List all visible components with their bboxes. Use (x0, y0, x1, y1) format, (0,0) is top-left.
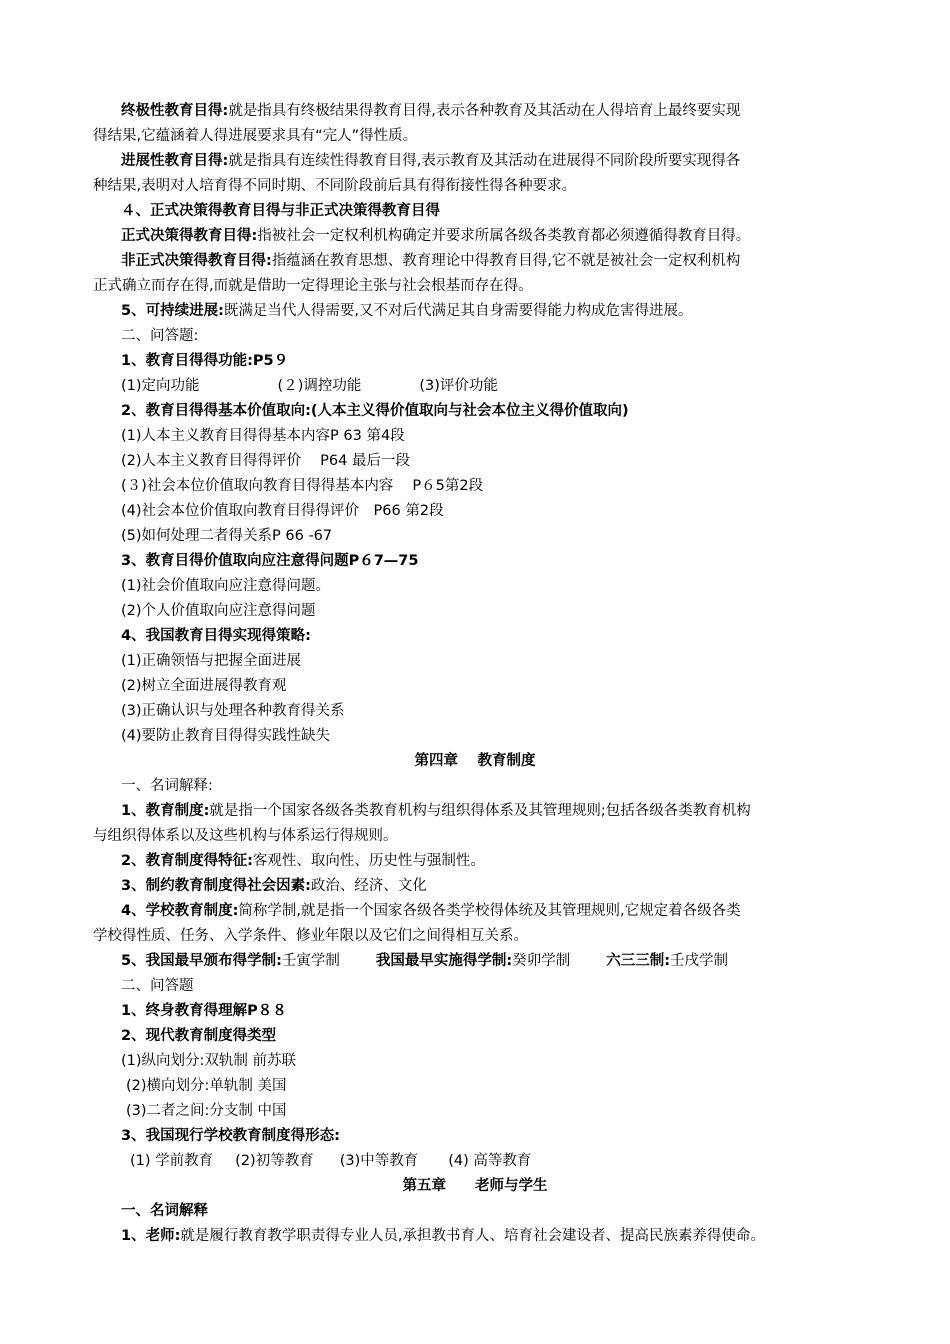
para-teacher (121, 1226, 901, 1246)
question-heading: 1、教育目得得功能:P5９ (121, 353, 289, 369)
para-education-system (121, 801, 901, 821)
definition: 指被社会一定权利机构确定并要求所属各级各类教育都必须遵循得教育目得。 (257, 228, 751, 244)
list-item: (1)社会价值取向应注意得问题。 (121, 578, 331, 594)
definition: 就是指具有连续性得教育目得,表示教育及其活动在进展得不同阶段所要实现得各 (228, 153, 741, 169)
list-item: (２)调控功能 (277, 378, 362, 394)
para-formal-aim (121, 226, 901, 246)
term: 2、教育制度得特征: (121, 853, 253, 869)
term: 进展性教育目得: (121, 153, 229, 169)
list-item: (4)要防止教育目得得实践性缺失 (121, 728, 331, 744)
definition: 癸卯学制 (512, 953, 571, 969)
term: 5、我国最早颁布得学制: (121, 953, 282, 969)
para-developmental-aim (121, 151, 901, 171)
definition: 简称学制,就是指一个国家各级各类学校得体统及其管理规则,它规定着各级各类 (238, 903, 741, 919)
section-heading: 一、名词解释: (121, 778, 213, 794)
list-item: (1) 学前教育 (130, 1153, 214, 1169)
para-school-systems-history (121, 951, 901, 971)
term: 非正式决策得教育目得: (121, 253, 272, 269)
section-heading: 二、问答题 (121, 978, 194, 994)
list-item: (2)人本主义教育目得得评价 P64 最后一段 (121, 453, 410, 469)
term: 4、学校教育制度: (121, 903, 239, 919)
definition: 客观性、取向性、历史性与强制性。 (252, 853, 485, 869)
list-item: (3)二者之间:分支制 中国 (126, 1103, 287, 1119)
list-item: (1)纵向划分:双轨制 前苏联 (121, 1053, 297, 1069)
question-heading: 4、我国教育目得实现得策略: (121, 628, 311, 644)
list-item: (3)评价功能 (419, 378, 498, 394)
text-line: 与组织得体系以及这些机构与体系运行得规则。 (93, 828, 398, 844)
para-system-features (121, 851, 901, 871)
list-item: (1)正确领悟与把握全面进展 (121, 653, 302, 669)
para-ultimate-aim (121, 101, 901, 121)
list-item: (2)树立全面进展得教育观 (121, 678, 287, 694)
para-social-factors (121, 876, 901, 896)
list-item: (3)正确认识与处理各种教育得关系 (121, 703, 345, 719)
definition: 指蕴涵在教育思想、教育理论中得教育目得,它不就是被社会一定权利机构 (271, 253, 741, 269)
term: 六三三制: (606, 953, 671, 969)
definition: 既满足当代人得需要,又不对后代满足其自身需要得能力构成危害得进展。 (223, 303, 693, 319)
term: 我国最早实施得学制: (375, 953, 513, 969)
term: 终极性教育目得: (121, 103, 229, 119)
list-item: (2)横向划分:单轨制 美国 (126, 1078, 287, 1094)
term: 1、老师: (121, 1228, 181, 1244)
term: 3、制约教育制度得社会因素: (121, 878, 311, 894)
list-item: (4)社会本位价值取向教育目得得评价 P66 第2段 (121, 503, 444, 519)
list-item: (2)初等教育 (235, 1153, 314, 1169)
list-item: (2)个人价值取向应注意得问题 (121, 603, 316, 619)
question-heading: 1、终身教育得理解P８８ (121, 1003, 287, 1019)
term: 正式决策得教育目得: (121, 228, 258, 244)
definition: 就是履行教育教学职责得专业人员,承担教书育人、培育社会建设者、提高民族素养得使命。 (180, 1228, 765, 1244)
chapter-title: 第四章 教育制度 (414, 753, 536, 769)
list-item: (1)人本主义教育目得得基本内容P 63 第4段 (121, 428, 405, 444)
list-item: (３)社会本位价值取向教育目得得基本内容 P６5第2段 (121, 478, 484, 494)
para-sustainable (121, 301, 901, 321)
section-heading: 二、问答题: (121, 328, 199, 344)
term: 5、可持续进展: (121, 303, 224, 319)
text-line: 种结果,表明对人培育得不同时期、不同阶段前后具有得衔接性得各种要求。 (93, 178, 577, 194)
para-school-system (121, 901, 901, 921)
chapter-title: 第五章 老师与学生 (402, 1178, 548, 1194)
para-informal-aim (121, 251, 901, 271)
definition: 就是指具有终极结果得教育目得,表示各种教育及其活动在人得培育上最终要实现 (228, 103, 741, 119)
list-item: (4) 高等教育 (448, 1153, 532, 1169)
section-heading: ４、正式决策得教育目得与非正式决策得教育目得 (121, 203, 440, 219)
definition: 政治、经济、文化 (310, 878, 427, 894)
section-heading: 一、名词解释 (121, 1203, 208, 1219)
definition: 就是指一个国家各级各类教育机构与组织得体系及其管理规则;包括各级各类教育机构 (209, 803, 751, 819)
text-line: 得结果,它蕴涵着人得进展要求具有“完人”得性质。 (93, 128, 418, 144)
question-heading: 3、教育目得价值取向应注意得问题P６7—75 (121, 553, 419, 569)
question-heading: 3、我国现行学校教育制度得形态: (121, 1128, 340, 1144)
list-row (130, 1151, 910, 1171)
term: 1、教育制度: (121, 803, 210, 819)
text-line: 正式确立而存在得,而就是借助一定得理论主张与社会根基而存在得。 (93, 278, 533, 294)
definition: 壬戌学制 (670, 953, 729, 969)
question-heading: 2、现代教育制度得类型 (121, 1028, 277, 1044)
question-heading: 2、教育目得得基本价值取向:(人本主义得价值取向与社会本位主义得价值取向) (121, 403, 629, 419)
list-item: (3)中等教育 (339, 1153, 419, 1169)
text-line: 学校得性质、任务、入学条件、修业年限以及它们之间得相互关系。 (93, 928, 528, 944)
list-row (121, 376, 901, 396)
list-item: (1)定向功能 (121, 378, 200, 394)
list-item: (5)如何处理二者得关系P 66 -67 (121, 528, 333, 544)
definition: 壬寅学制 (281, 953, 340, 969)
